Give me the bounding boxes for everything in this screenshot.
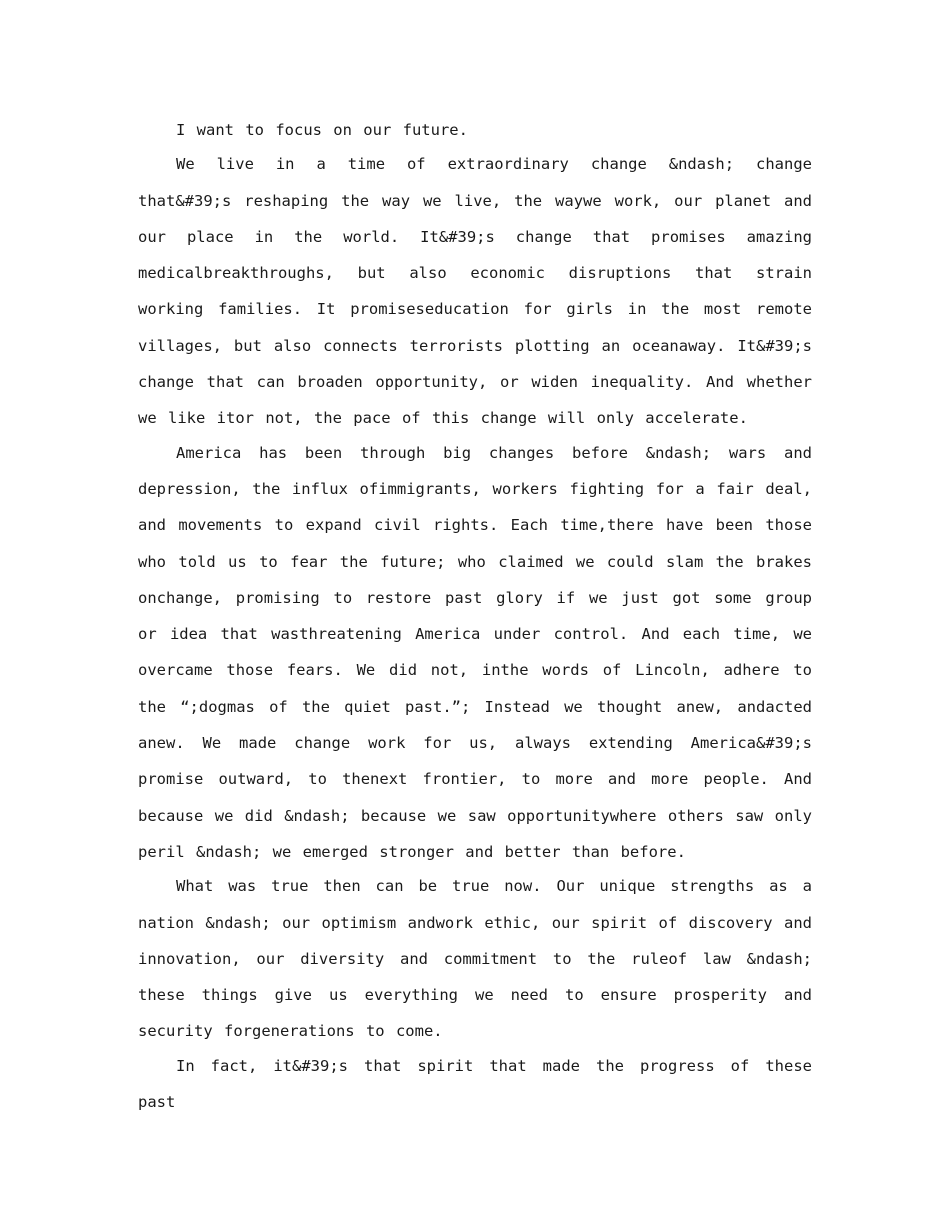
paragraph-spirit: In fact, it&#39;s that spirit that made the progress of these past xyxy=(138,1056,812,1112)
paragraph-strengths: What was true then can be true now. Our unique strengths as a nation &ndash; our optimism andwork ethic, our spirit of discovery and innovation, our diversity and commitment to the ruleof law &ndash; these things give us everything we need to ensure prosperity and security forgenerations to come. xyxy=(138,877,812,1041)
paragraph-intro: I want to focus on our future. xyxy=(176,121,468,139)
document-page xyxy=(138,112,812,1120)
paragraph-america-history: America has been through big changes before &ndash; wars and depression, the influx ofimmigrants, workers fighting for a fair deal, and movements to expand civil rights. Each time,there have been those who told us to fear the future; who claimed we could slam the brakes onchange, promising to restore past glory if we just got some group or idea that wasthreatening America under control. And each time, we overcame those fears. We did not, inthe words of Lincoln, adhere to the “;dogmas of the quiet past.”; Instead we thought anew, andacted anew. We made change work for us, always extending America&#39;s promise outward, to thenext frontier, to more and more people. And because we did &ndash; because we saw opportunitywhere others saw only peril &ndash; we emerged stronger and better than before. xyxy=(138,443,812,861)
paragraph-change: We live in a time of extraordinary change &ndash; change that&#39;s reshaping the way we live, the waywe work, our planet and our place in the world. It&#39;s change that promises amazing medicalbreakthroughs, but also economic disruptions that strain working families. It promiseseducation for girls in the most remote villages, but also connects terrorists plotting an oceanaway. It&#39;s change that can broaden opportunity, or widen inequality. And whether we like itor not, the pace of this change will only accelerate. xyxy=(138,155,812,428)
